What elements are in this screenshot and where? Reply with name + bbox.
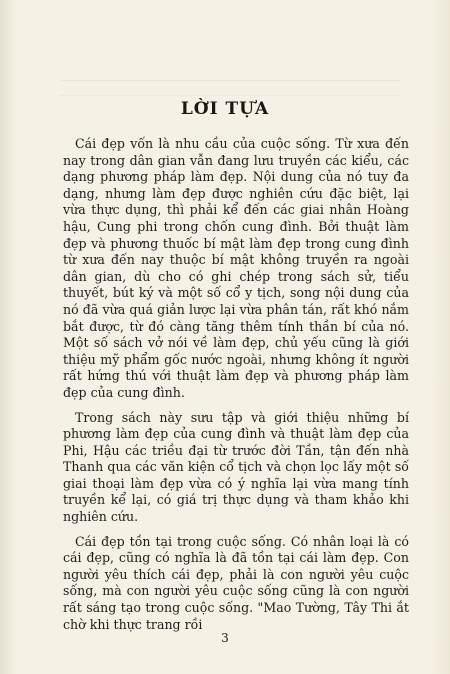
page-number: 3	[221, 631, 229, 645]
body-text	[63, 136, 409, 641]
page-title: LỜI TỰA	[180, 99, 270, 119]
paragraph-1: Cái đẹp vốn là nhu cầu của cuộc sống. Từ xưa đến nay trong dân gian vẫn đang lưu truyền các kiểu, các dạng phương pháp làm đẹp. Nội dung của nó tuy đa dạng, nhưng làm đẹp được nghiên cứu đặc biệt, lại vừa thực dụng, thì phải kể đến các giai nhân Hoàng hậu, Cung phi trong chốn cung đình. Bởi thuật làm đẹp và phương thuốc bí mật làm đẹp trong cung đình từ xưa đến nay thuộc bí mật không truyền ra ngoài dân gian, dù cho có ghi chép trong sách sử, tiểu thuyết, bút ký và một số cổ y tịch, song nội dung của nó đã vừa quá giản lược lại vừa phân tán, rất khó nắm bắt được, từ đó càng tăng thêm tính thần bí của nó. Một số sách vở nói về làm đẹp, chủ yếu cũng là giới thiệu mỹ phẩm gốc nước ngoài, nhưng không ít người rất hứng thú với thuật làm đẹp và phương pháp làm đẹp của cung đình.	[63, 136, 409, 400]
paragraph-3: Cái đẹp tồn tại trong cuộc sống. Có nhân loại là có cái đẹp, cũng có nghĩa là đã tồn tại cái làm đẹp. Con người yêu thích cái đẹp, phải là con người yêu cuộc sống, mà con người yêu cuộc sống cũng là con người rất sáng tạo trong cuộc sống. "Mao Tường, Tây Thi ắt chờ khi thực trang rồi	[63, 533, 409, 632]
faint-bleedthrough-line	[60, 80, 400, 96]
paragraph-2: Trong sách này sưu tập và giới thiệu những bí phương làm đẹp của cung đình và thuật làm đẹp của Phi, Hậu các triều đại từ trước đời Tần, tận đến nhà Thanh qua các văn kiện cổ tịch và chọn lọc lấy một số giai thoại làm đẹp vừa có ý nghĩa lại vừa mang tính truyền kể lại, có giá trị thực dụng và tham khảo khi nghiên cứu.	[63, 409, 409, 525]
